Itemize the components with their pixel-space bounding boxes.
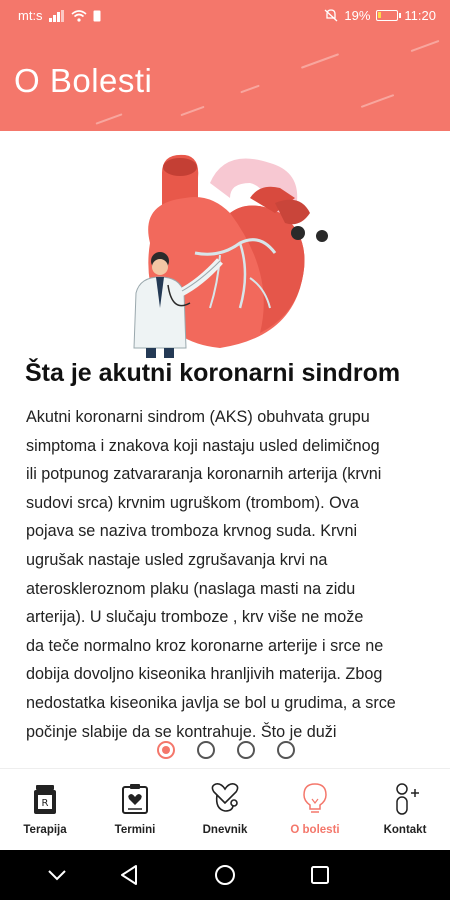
lightbulb-icon: [297, 781, 333, 817]
article-line: ugrušak nastaje usled zgrušavanja krvi na: [26, 550, 328, 569]
recents-square-icon[interactable]: [306, 862, 334, 888]
article-line: nedostatka kiseonika javlja se bol u grudima, a srce: [26, 693, 396, 712]
chevron-down-icon[interactable]: [43, 862, 71, 888]
article-line: počinje slabije da se kontrahuje. Što je duži: [26, 722, 337, 741]
stethoscope-heart-icon: [207, 781, 243, 817]
page-dot-3[interactable]: [237, 741, 255, 759]
article-content[interactable]: [0, 131, 450, 741]
add-person-icon: [387, 781, 423, 817]
svg-text:R: R: [41, 798, 49, 809]
bottom-tab-bar: [0, 768, 450, 850]
tab-kontakt[interactable]: [360, 769, 450, 851]
tab-label: Terapija: [23, 824, 67, 836]
tab-termini[interactable]: [90, 769, 180, 851]
clipboard-heart-icon: [117, 781, 153, 817]
battery-percent: 19%: [344, 8, 371, 23]
page-dot-2[interactable]: [197, 741, 215, 759]
battery-icon: [376, 10, 398, 21]
wifi-icon: [71, 10, 87, 22]
mute-bell-icon: [324, 9, 338, 22]
tab-label: Termini: [114, 824, 156, 836]
app-header: [0, 0, 450, 131]
tab-label: Kontakt: [383, 824, 427, 836]
article-line: da teče normalno kroz koronarne arterije i srce ne: [26, 636, 384, 655]
page-title: O Bolesti: [14, 62, 153, 99]
article-body: [26, 403, 426, 746]
page-indicator: [0, 740, 450, 760]
article-line: sudovi srca) krvnim ugruškom (trombom). Ova: [26, 493, 359, 512]
tab-label: O bolesti: [290, 824, 340, 836]
article-line: simptoma i znakova koji nastaju usled delimičnog: [26, 436, 380, 455]
clock: 11:20: [404, 8, 436, 23]
article-line: dobija dovoljno kiseonika hranljivih materija. Zbog: [26, 665, 383, 684]
status-bar: [0, 0, 450, 32]
tab-label: Dnevnik: [202, 824, 248, 836]
tab-o-bolesti[interactable]: [270, 769, 360, 851]
signal-icon: [49, 10, 65, 22]
page-dot-1[interactable]: [157, 741, 175, 759]
tab-dnevnik[interactable]: [180, 769, 270, 851]
back-triangle-icon[interactable]: [115, 862, 143, 888]
article-line: Akutni koronarni sindrom (AKS) obuhvata grupu: [26, 408, 370, 426]
home-circle-icon[interactable]: [211, 862, 239, 888]
article-line: ateroskleroznom plaku (naslaga masti na zidu: [26, 579, 356, 598]
tab-terapija[interactable]: [0, 769, 90, 851]
system-nav-bar: [0, 850, 450, 900]
heart-doctor-illustration: [100, 143, 350, 358]
article-line: ili potpunog zatvararanja koronarnih arterija (krvni: [26, 465, 382, 484]
sim-icon: [93, 10, 101, 22]
medicine-jar-icon: [27, 781, 63, 817]
article-line: arterija). U slučaju tromboze , krv više ne može: [26, 608, 364, 627]
carrier-label: mt:s: [18, 8, 43, 23]
page-dot-4[interactable]: [277, 741, 295, 759]
article-line: pojava se naziva tromboza krvnog suda. Krvni: [26, 522, 358, 541]
article-title: Šta je akutni koronarni sindrom: [25, 359, 401, 387]
